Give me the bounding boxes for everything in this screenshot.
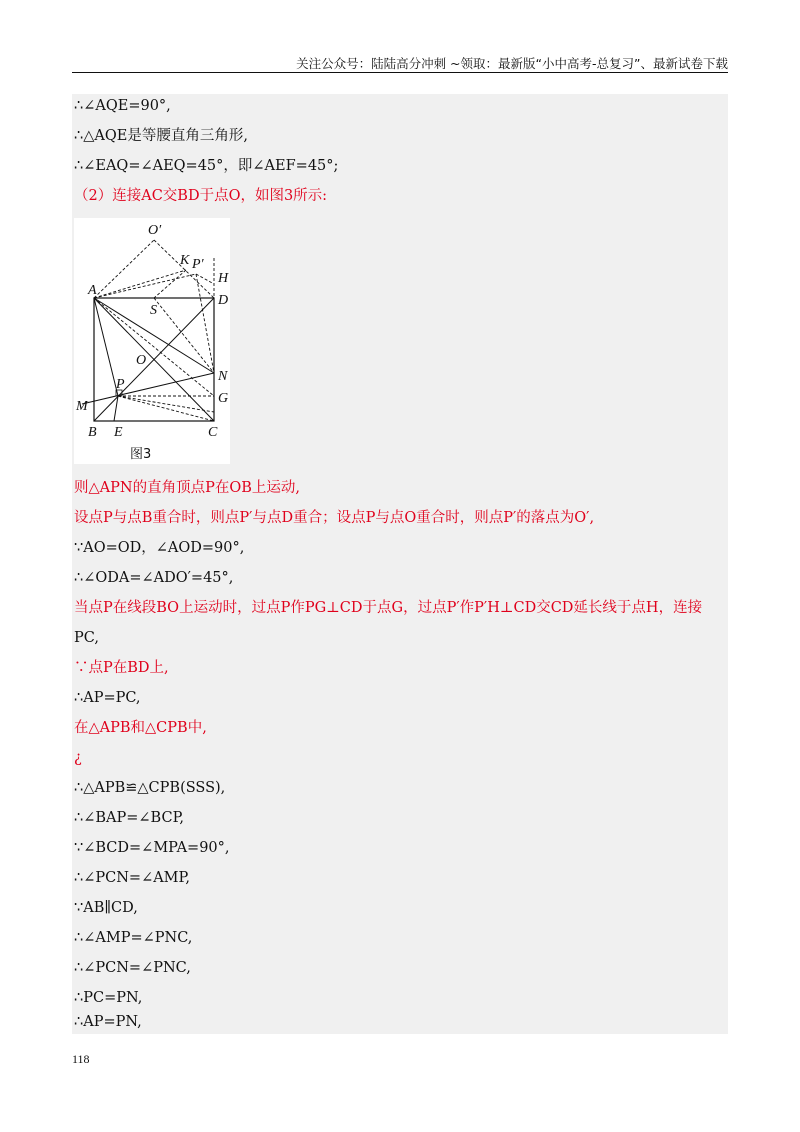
line-13: 在△APB和△CPB中, — [74, 720, 207, 736]
line-7: ∵AO=OD，∠AOD=90°, — [74, 540, 245, 556]
label-g: G — [218, 391, 229, 406]
label-p: P — [116, 377, 125, 392]
label-c: C — [208, 425, 218, 440]
page-number: 118 — [72, 1052, 90, 1066]
label-p-prime: P′ — [192, 257, 204, 272]
line-14: ¿ — [74, 750, 82, 766]
line-21: ∴∠PCN=∠PNC, — [74, 960, 191, 976]
line-19: ∵AB∥CD, — [74, 900, 138, 916]
line-12: ∴AP=PC, — [74, 690, 141, 706]
label-s: S — [150, 303, 157, 318]
line-18: ∴∠PCN=∠AMP, — [74, 870, 190, 886]
line-8: ∴∠ODA=∠ADO′=45°, — [74, 570, 234, 586]
line-11: ∵点P在BD上, — [74, 660, 169, 676]
solution-content — [72, 94, 728, 1034]
dashed-ak — [94, 270, 186, 298]
label-d: D — [218, 293, 229, 308]
line-17: ∵∠BCD=∠MPA=90°, — [74, 840, 230, 856]
label-o-prime: O′ — [148, 223, 162, 238]
label-h: H — [218, 271, 229, 286]
line-1: ∴∠AQE=90°, — [74, 98, 171, 114]
line-2: ∴△AQE是等腰直角三角形, — [74, 128, 248, 144]
dashed-pc — [118, 396, 214, 421]
label-n: N — [218, 369, 228, 384]
label-b: B — [88, 425, 97, 440]
line-6: 设点P与点B重合时，则点P′与点D重合；设点P与点O重合时，则点P′的落点为O′, — [74, 510, 595, 526]
dashed-sn — [154, 298, 214, 373]
segment-mn — [82, 373, 214, 404]
line-22: ∴PC=PN, — [74, 990, 143, 1006]
dashed-ap-prime — [94, 274, 196, 298]
line-3: ∴∠EAQ=∠AEQ=45°，即∠AEF=45°; — [74, 158, 339, 174]
line-9: 当点P在线段BO上运动时，过点P作PG⊥CD于点G，过点P′作P′H⊥CD交CD延长线于点H，连接 — [74, 600, 703, 616]
line-20: ∴∠AMP=∠PNC, — [74, 930, 193, 946]
segment-ap — [94, 298, 118, 396]
line-10: PC, — [74, 630, 99, 646]
dashed-p-to-c-side — [118, 396, 214, 412]
label-m: M — [76, 399, 88, 414]
header-rule — [72, 72, 728, 73]
geometry-figure — [74, 218, 230, 464]
page-header: 关注公众号：陆陆高分冲刺 ~领取：最新版“小中高考-总复习”、最新试卷下载 — [296, 56, 728, 71]
label-e: E — [114, 425, 123, 440]
line-16: ∴∠BAP=∠BCP, — [74, 810, 185, 826]
dashed-p-prime-h — [196, 274, 214, 284]
line-15: ∴△APB≌△CPB(SSS), — [74, 780, 226, 796]
label-o: O — [136, 353, 147, 368]
line-23: ∴AP=PN, — [74, 1014, 142, 1030]
label-k: K — [180, 253, 190, 268]
dashed-o-prime-d — [154, 240, 214, 298]
figure-3-svg — [74, 218, 230, 464]
line-5: 则△APN的直角顶点P在OB上运动, — [74, 480, 300, 496]
figure-caption: 图3 — [130, 447, 152, 462]
label-a: A — [88, 283, 97, 298]
dashed-ks — [154, 270, 186, 298]
line-4: （2）连接AC交BD于点O，如图3所示: — [74, 188, 328, 204]
